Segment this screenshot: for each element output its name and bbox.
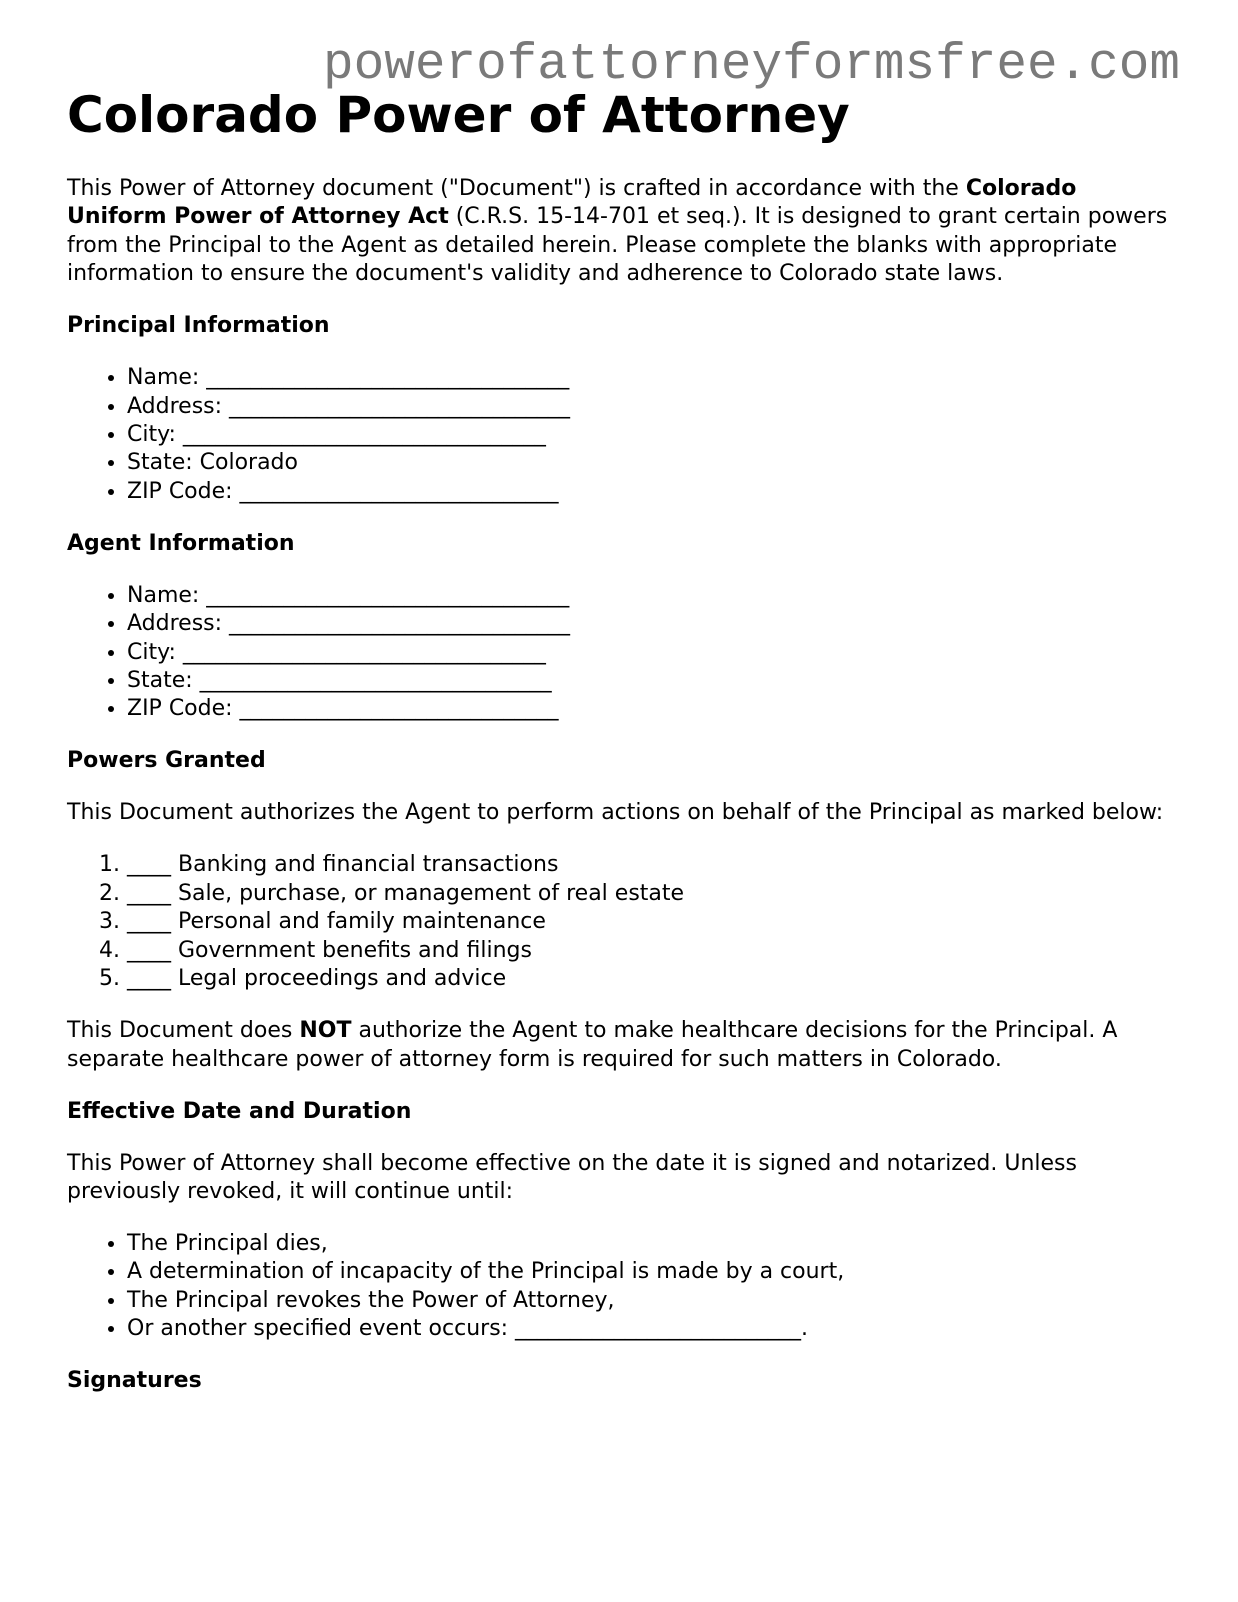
agent-state-field[interactable]: • State: ________________________________ — [127, 667, 1177, 695]
duration-list — [67, 1230, 1177, 1344]
note-text-cont: authorize the Agent to make healthcare decisions for the Principal. A separate healthcare power of attorney form is required for such matters in Colorado. — [67, 1018, 1118, 1072]
power-item[interactable]: 5. ____ Legal proceedings and advice — [127, 965, 1177, 993]
note-text: This Document does — [67, 1018, 300, 1044]
note-emphasis: NOT — [299, 1018, 352, 1044]
intro-paragraph — [67, 175, 1177, 289]
agent-list — [67, 582, 1177, 724]
duration-item: • The Principal dies, — [127, 1230, 1177, 1258]
principal-state: • State: Colorado — [127, 449, 1177, 477]
intro-text: This Power of Attorney document ("Document") is crafted in accordance with the — [67, 176, 966, 201]
intro-text-cont: (C.R.S. 15-14-701 et seq.). It is designed to grant certain powers from the Principal to the Agent as detailed herein. Please complete the blanks with appropriate information to ensure the document's validity and adherence to Colorado state laws. — [67, 204, 1168, 287]
power-item[interactable]: 1. ____ Banking and financial transactions — [127, 851, 1177, 879]
agent-city-field[interactable]: • City: _________________________________ — [127, 639, 1177, 667]
powers-list — [67, 851, 1177, 993]
healthcare-note — [67, 1017, 1177, 1074]
powers-heading: Powers Granted — [67, 748, 266, 774]
duration-intro: This Power of Attorney shall become effective on the date it is signed and notarized. Unless previously revoked, it will continue until: — [67, 1150, 1077, 1204]
agent-name-field[interactable]: • Name: _________________________________ — [127, 582, 1177, 610]
power-item[interactable]: 3. ____ Personal and family maintenance — [127, 908, 1177, 936]
duration-other-event-field[interactable]: • Or another specified event occurs: __________________________. — [127, 1315, 1177, 1343]
power-item[interactable]: 2. ____ Sale, purchase, or management of real estate — [127, 880, 1177, 908]
watermark: powerofattorneyformsfree.com — [323, 37, 1180, 94]
duration-item: • The Principal revokes the Power of Attorney, — [127, 1287, 1177, 1315]
principal-list — [67, 364, 1177, 506]
duration-heading: Effective Date and Duration — [67, 1098, 412, 1124]
principal-address-field[interactable]: • Address: _______________________________ — [127, 393, 1177, 421]
power-item[interactable]: 4. ____ Government benefits and filings — [127, 937, 1177, 965]
agent-heading: Agent Information — [67, 530, 295, 556]
agent-address-field[interactable]: • Address: _______________________________ — [127, 610, 1177, 638]
principal-heading: Principal Information — [67, 313, 330, 339]
agent-zip-field[interactable]: • ZIP Code: _____________________________ — [127, 695, 1177, 723]
page-title: Colorado Power of Attorney — [67, 86, 850, 144]
principal-city-field[interactable]: • City: _________________________________ — [127, 421, 1177, 449]
duration-item: • A determination of incapacity of the Principal is made by a court, — [127, 1258, 1177, 1286]
powers-intro: This Document authorizes the Agent to perform actions on behalf of the Principal as marked below: — [67, 800, 1164, 826]
principal-name-field[interactable]: • Name: _________________________________ — [127, 364, 1177, 392]
principal-zip-field[interactable]: • ZIP Code: _____________________________ — [127, 478, 1177, 506]
signatures-heading: Signatures — [67, 1368, 202, 1394]
document-body — [67, 85, 1177, 1419]
act-name: Colorado Uniform Power of Attorney Act — [67, 176, 1077, 230]
